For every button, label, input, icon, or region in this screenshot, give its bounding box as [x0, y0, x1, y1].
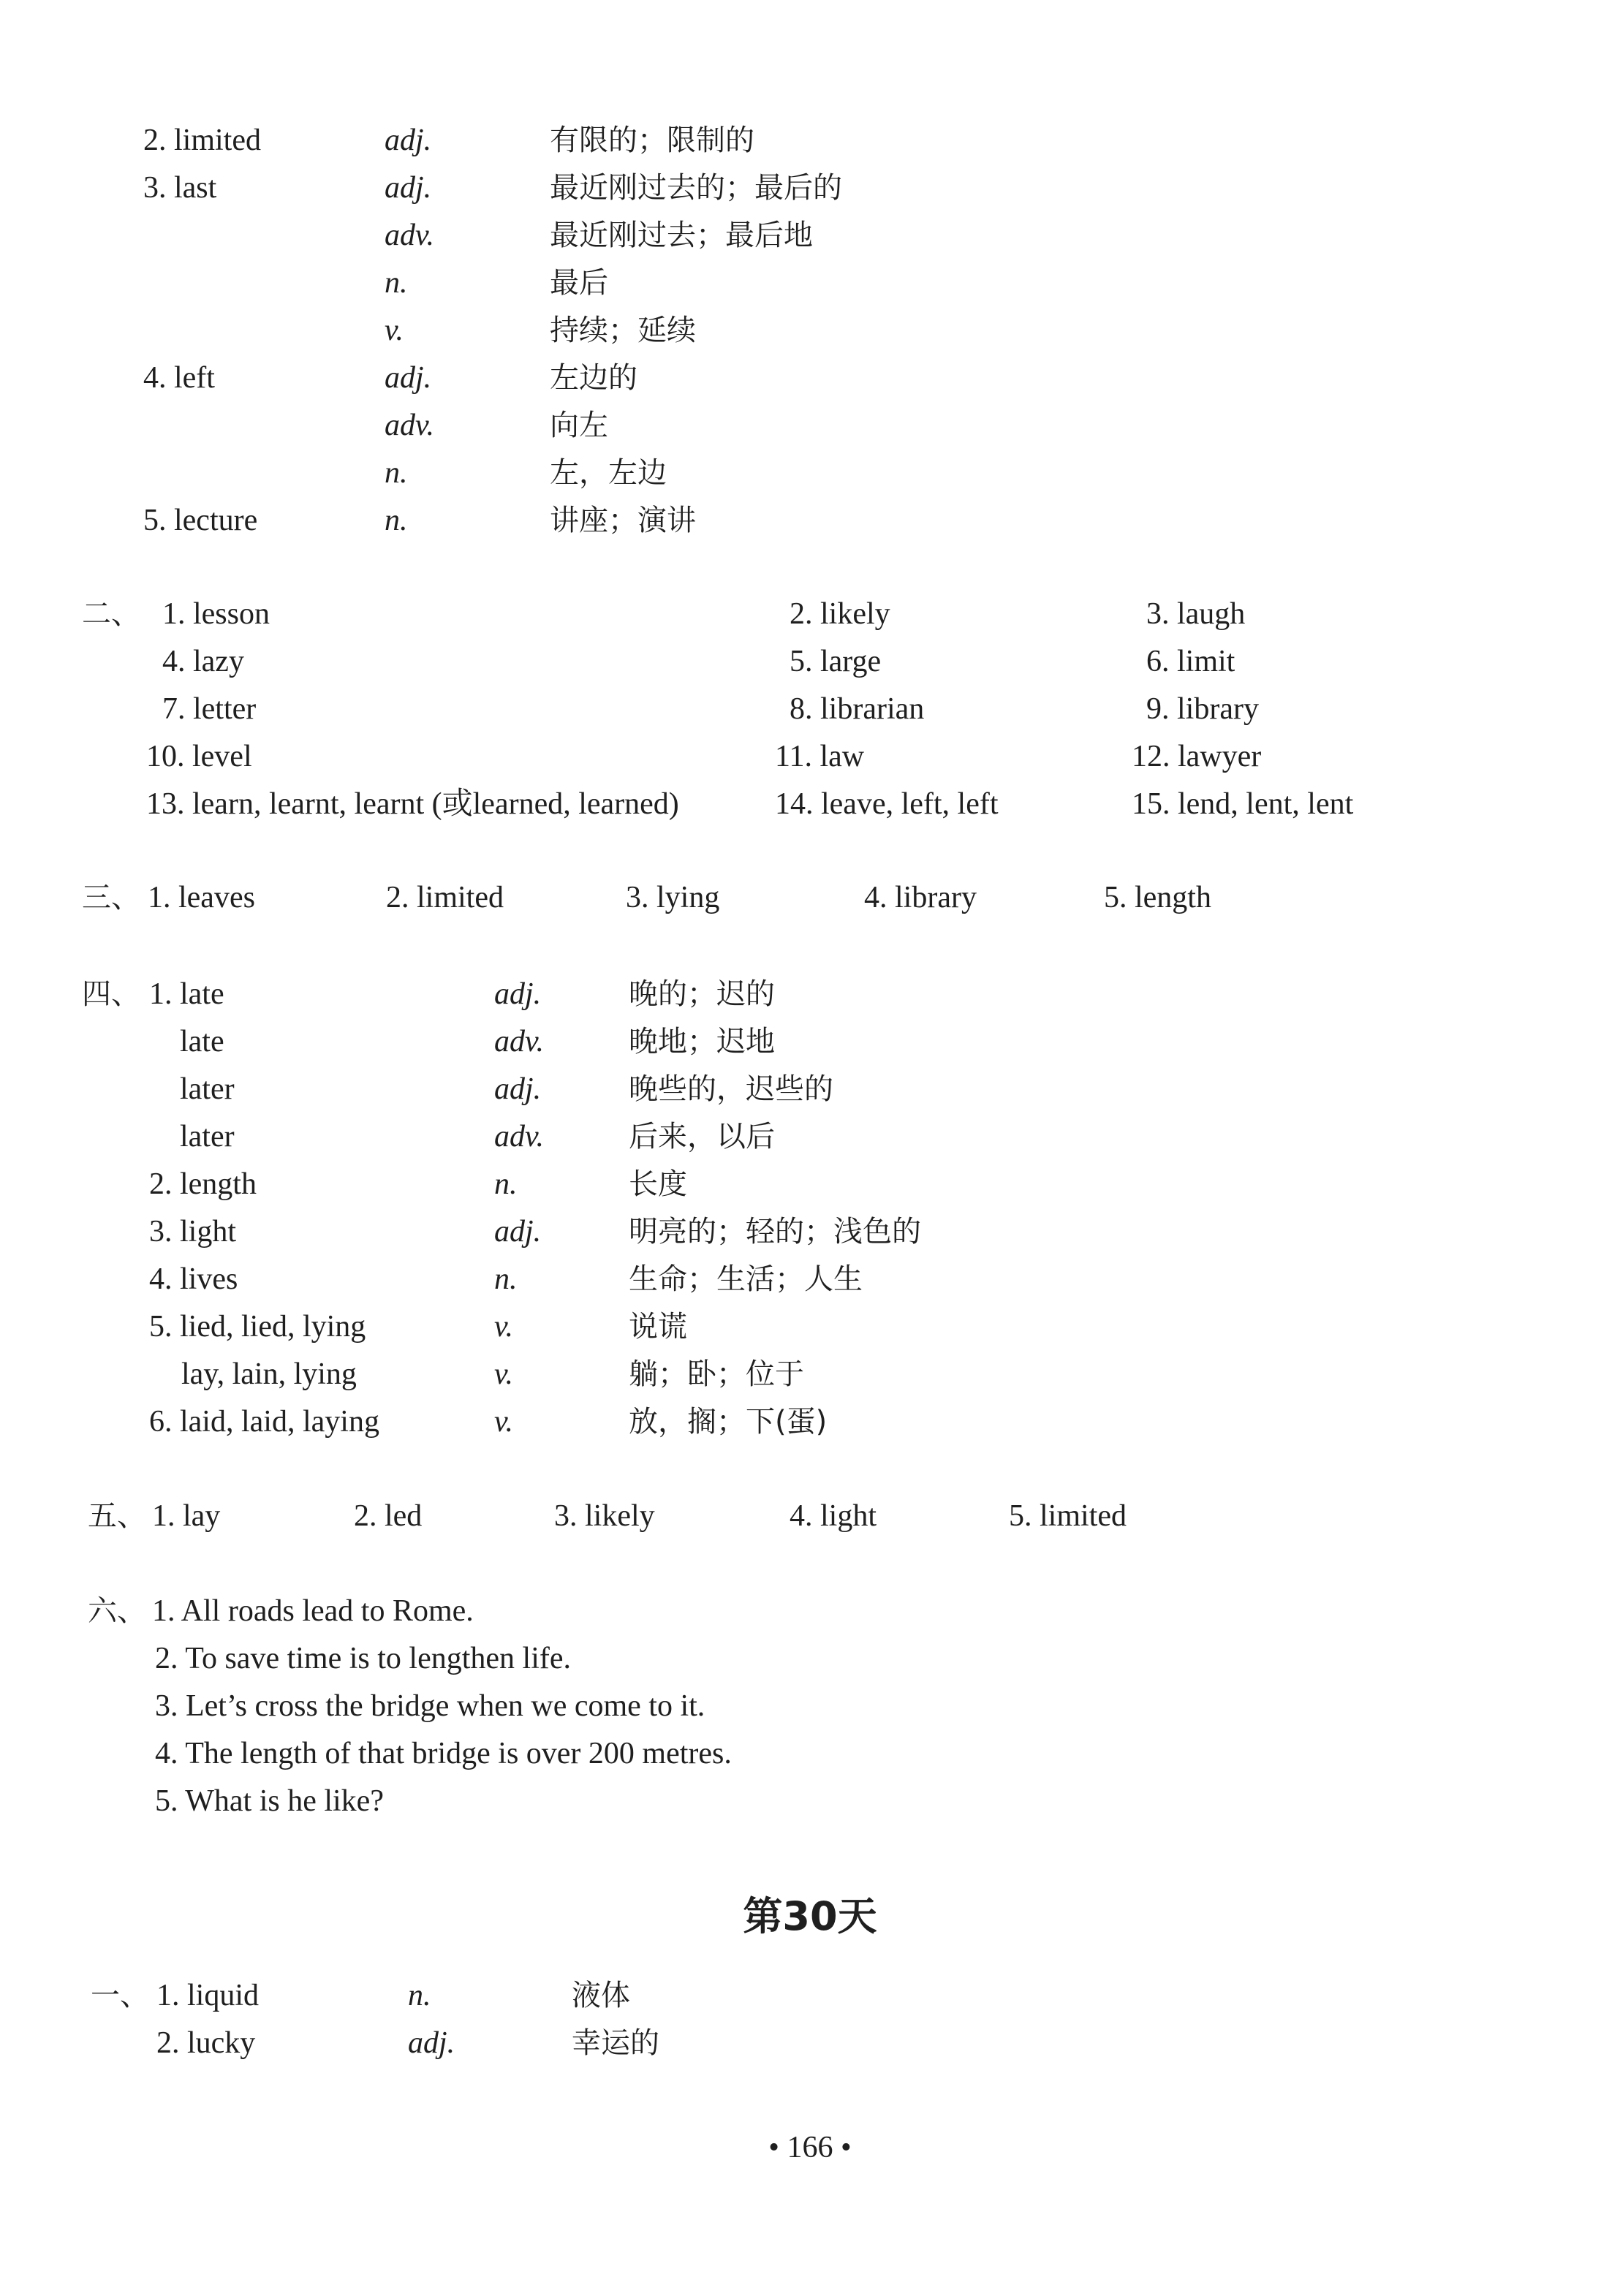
vocab-meaning: 明亮的；轻的；浅色的 — [629, 1215, 921, 1249]
vocab-pos: adv. — [494, 1120, 545, 1153]
vocab-word: 4. lives — [149, 1262, 238, 1296]
vocab-pos: adj. — [494, 977, 542, 1011]
sentence: 5. What is he like? — [155, 1784, 384, 1818]
section-6-label: 六、 — [88, 1594, 146, 1628]
answer-item: 1. lesson — [162, 597, 270, 631]
answer-item: 13. learn, learnt, learnt (或learned, learned) — [146, 787, 679, 821]
vocab-meaning: 晚的；迟的 — [629, 977, 775, 1011]
sentence: 2. To save time is to lengthen life. — [155, 1642, 572, 1675]
vocab-word: 1. late — [149, 977, 224, 1011]
vocab-pos: v. — [494, 1357, 514, 1391]
answer-item: 10. level — [146, 740, 252, 773]
vocab-meaning: 向左 — [550, 409, 608, 442]
vocab-meaning: 后来，以后 — [629, 1120, 775, 1153]
vocab-row — [0, 497, 1620, 544]
section-5-label: 五、 — [88, 1499, 146, 1533]
vocab-word: lay, lain, lying — [181, 1357, 357, 1391]
vocab-word: 2. limited — [143, 124, 261, 157]
vocab-meaning: 讲座；演讲 — [550, 504, 696, 537]
answer-item: 2. led — [354, 1499, 423, 1533]
sentence: 4. The length of that bridge is over 200 metres. — [155, 1737, 732, 1770]
answer-row — [0, 638, 1620, 685]
vocab-meaning: 最近刚过去的；最后的 — [550, 171, 842, 205]
vocab-word: 6. laid, laid, laying — [149, 1405, 379, 1439]
vocab-pos: adj. — [385, 171, 432, 205]
answer-item: 5. length — [1104, 881, 1211, 914]
vocab-word: 5. lied, lied, lying — [149, 1310, 366, 1344]
vocab-meaning: 左边的 — [550, 361, 637, 395]
vocab-word: 3. light — [149, 1215, 237, 1249]
answer-row — [0, 591, 1620, 637]
answer-item: 6. limit — [1146, 645, 1235, 678]
vocab-word: 4. left — [143, 361, 215, 395]
answer-item: 1. lay — [152, 1499, 221, 1533]
vocab-meaning: 最后 — [550, 266, 608, 300]
vocab-meaning: 放，搁；下(蛋) — [629, 1405, 828, 1439]
answer-item: 9. library — [1146, 692, 1259, 726]
vocab-word: later — [180, 1072, 235, 1106]
vocab-pos: adj. — [494, 1215, 542, 1249]
vocab-word: 2. length — [149, 1167, 257, 1201]
vocab-pos: v. — [385, 314, 404, 347]
vocab-row — [0, 1208, 1620, 1255]
answer-item: 4. light — [790, 1499, 877, 1533]
vocab-meaning: 晚地；迟地 — [629, 1025, 775, 1058]
vocab-pos: n. — [385, 266, 408, 300]
vocab-meaning: 生命；生活；人生 — [629, 1262, 863, 1296]
vocab-meaning: 说谎 — [629, 1310, 687, 1344]
section-3-label: 三、 — [82, 881, 140, 914]
answer-item: 3. laugh — [1146, 597, 1246, 631]
section-5 — [0, 1493, 1620, 1539]
vocab-word: late — [180, 1025, 224, 1058]
vocab-meaning: 左，左边 — [550, 456, 667, 490]
vocab-word: 2. lucky — [156, 2026, 256, 2060]
vocab-row — [0, 355, 1620, 401]
vocab-row — [0, 212, 1620, 259]
vocab-pos: adv. — [385, 219, 435, 252]
page-number: • 166 • — [768, 2131, 852, 2164]
vocab-pos: n. — [385, 504, 408, 537]
answer-item: 5. large — [790, 645, 882, 678]
vocab-pos: adj. — [385, 124, 432, 157]
vocab-row — [0, 1066, 1620, 1113]
vocab-meaning: 液体 — [572, 1979, 630, 2012]
vocab-row — [0, 1018, 1620, 1065]
vocab-row — [0, 117, 1620, 164]
vocab-pos: adv. — [385, 409, 435, 442]
vocab-pos: adj. — [385, 361, 432, 395]
vocab-pos: adv. — [494, 1025, 545, 1058]
answer-row — [0, 733, 1620, 780]
vocab-row — [0, 1972, 1620, 2019]
vocab-meaning: 持续；延续 — [550, 314, 696, 347]
vocab-pos: v. — [494, 1405, 514, 1439]
day-title: 第30天 — [743, 1893, 877, 1939]
answer-item: 4. lazy — [162, 645, 244, 678]
vocab-row — [0, 259, 1620, 306]
answer-item: 14. leave, left, left — [775, 787, 999, 821]
answer-item: 4. library — [864, 881, 977, 914]
answer-item: 2. limited — [386, 881, 504, 914]
vocab-pos: v. — [494, 1310, 514, 1344]
vocab-pos: adj. — [494, 1072, 542, 1106]
vocab-row — [0, 1161, 1620, 1208]
vocab-meaning: 最近刚过去；最后地 — [550, 219, 813, 252]
vocab-meaning: 幸运的 — [572, 2026, 659, 2060]
answer-row — [0, 781, 1620, 827]
section-4-label: 四、 — [82, 977, 140, 1011]
answer-item: 5. limited — [1009, 1499, 1127, 1533]
answer-item: 11. law — [775, 740, 865, 773]
answer-item: 7. letter — [162, 692, 257, 726]
vocab-meaning: 躺；卧；位于 — [629, 1357, 804, 1391]
vocab-pos: n. — [385, 456, 408, 490]
vocab-row — [0, 164, 1620, 211]
answer-item: 3. likely — [554, 1499, 655, 1533]
vocab-word: later — [180, 1120, 235, 1153]
answer-item: 12. lawyer — [1132, 740, 1262, 773]
vocab-pos: n. — [494, 1262, 518, 1296]
vocab-row — [0, 1303, 1620, 1350]
vocab-meaning: 长度 — [629, 1167, 687, 1201]
vocab-row — [0, 307, 1620, 354]
section-2-label: 二、 — [82, 597, 140, 631]
sentence: 1. All roads lead to Rome. — [152, 1594, 474, 1628]
answer-item: 2. likely — [790, 597, 890, 631]
vocab-row — [0, 450, 1620, 496]
answer-item: 15. lend, lent, lent — [1132, 787, 1354, 821]
section-3 — [0, 874, 1620, 921]
answer-row — [0, 686, 1620, 732]
answer-item: 3. lying — [626, 881, 720, 914]
vocab-word: 1. liquid — [156, 1979, 260, 2012]
answer-item: 8. librarian — [790, 692, 925, 726]
vocab-meaning: 晚些的，迟些的 — [629, 1072, 833, 1106]
vocab-row — [0, 1113, 1620, 1160]
vocab-pos: adj. — [408, 2026, 455, 2060]
vocab-row — [0, 2020, 1620, 2066]
vocab-row — [0, 1398, 1620, 1445]
answer-item: 1. leaves — [148, 881, 255, 914]
vocab-row — [0, 1256, 1620, 1303]
vocab-word: 3. last — [143, 171, 217, 205]
vocab-row — [0, 1351, 1620, 1398]
sentence: 3. Let’s cross the bridge when we come to it. — [155, 1689, 705, 1723]
vocab-row — [0, 402, 1620, 449]
vocab-row — [0, 971, 1620, 1018]
vocab-word: 5. lecture — [143, 504, 258, 537]
vocab-meaning: 有限的；限制的 — [550, 124, 754, 157]
vocab-pos: n. — [494, 1167, 518, 1201]
vocab-pos: n. — [408, 1979, 431, 2012]
section-1-label: 一、 — [91, 1979, 149, 2012]
